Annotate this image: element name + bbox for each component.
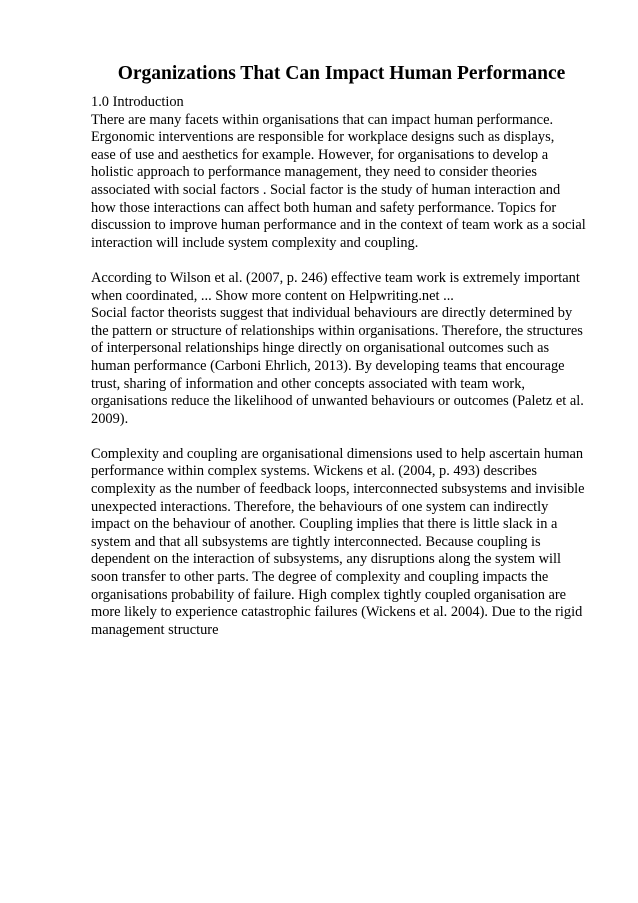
text-line: holistic approach to performance management, they need to consider theories — [91, 164, 537, 181]
text-line: According to Wilson et al. (2007, p. 246) effective team work is extremely important — [91, 269, 580, 286]
text-line: complexity as the number of feedback loops, interconnected subsystems and invisible — [91, 481, 585, 498]
text-line: soon transfer to other parts. The degree of complexity and coupling impacts the — [91, 569, 549, 586]
text-line: more likely to experience catastrophic failures (Wickens et al. 2004). Due to the rigid — [91, 604, 583, 621]
text-line: Social factor theorists suggest that individual behaviours are directly determined by — [91, 305, 573, 322]
document-title: Organizations That Can Impact Human Performance — [117, 63, 566, 84]
text-line: the pattern or structure of relationships within organisations. Therefore, the structures — [91, 322, 583, 339]
text-line: human performance (Carboni Ehrlich, 2013). By developing teams that encourage — [91, 357, 565, 374]
text-line: discussion to improve human performance and in the context of team work as a social — [91, 217, 586, 234]
text-line: system and that all subsystems are tightly interconnected. Because coupling is — [91, 533, 541, 550]
text-line: of interpersonal relationships hinge directly on organisational outcomes such as — [91, 340, 550, 357]
text-line: ease of use and aesthetics for example. However, for organisations to develop a — [91, 146, 549, 163]
text-line: Complexity and coupling are organisational dimensions used to help ascertain human — [91, 445, 584, 462]
paragraph-2 — [91, 270, 596, 428]
text-line: dependent on the interaction of subsystems, any disruptions along the system will — [91, 551, 562, 568]
text-line: Ergonomic interventions are responsible for workplace designs such as displays, — [91, 129, 555, 146]
paragraph-spacer — [91, 428, 596, 446]
paragraph-spacer — [91, 252, 596, 270]
text-line: organisations probability of failure. High complex tightly coupled organisation are — [91, 586, 567, 603]
text-line: organisations reduce the likelihood of unwanted behaviours or outcomes (Paletz et al. — [91, 393, 584, 410]
text-line: management structure — [91, 621, 219, 638]
text-line: interaction will include system complexity and coupling. — [91, 234, 419, 251]
text-line: 2009). — [91, 410, 129, 427]
document-body — [91, 94, 596, 639]
text-line: how those interactions can affect both human and safety performance. Topics for — [91, 199, 557, 216]
text-line: impact on the behaviour of another. Coupling implies that there is little slack in a — [91, 516, 558, 533]
text-line: unexpected interactions. Therefore, the behaviours of one system can indirectly — [91, 498, 549, 515]
paragraph-1 — [91, 112, 596, 253]
text-line: There are many facets within organisations that can impact human performance. — [91, 111, 554, 128]
section-heading: 1.0 Introduction — [91, 94, 184, 110]
paragraph-3 — [91, 446, 596, 640]
text-line: associated with social factors . Social factor is the study of human interaction and — [91, 181, 561, 198]
text-line: when coordinated, ... Show more content on Helpwriting.net ... — [91, 287, 454, 304]
text-line: trust, sharing of information and other concepts associated with team work, — [91, 375, 526, 392]
text-line: performance within complex systems. Wickens et al. (2004, p. 493) describes — [91, 463, 537, 480]
